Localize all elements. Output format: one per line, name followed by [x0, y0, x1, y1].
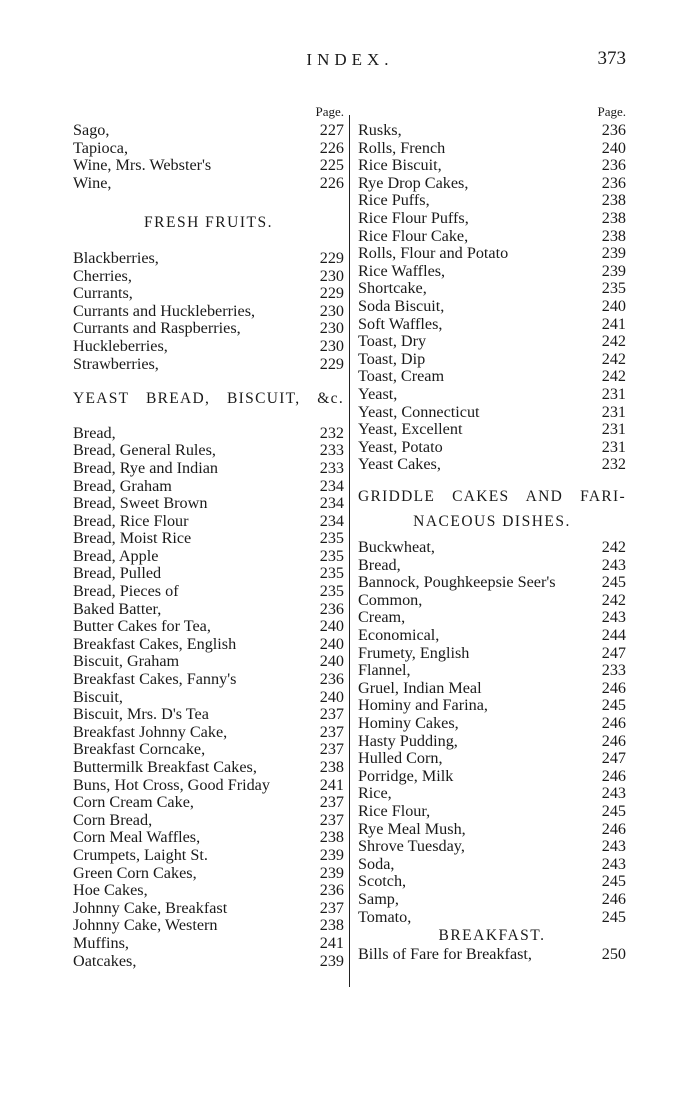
- entry-page-number: 239: [319, 863, 344, 882]
- entry-page-number: 236: [601, 121, 626, 139]
- entry-title: Currants,: [73, 284, 133, 303]
- section-heading-fresh-fruits: FRESH FRUITS.: [144, 214, 273, 232]
- entry-list: [358, 539, 626, 926]
- entry-page-number: 231: [601, 384, 626, 403]
- entry-title: Rusks,: [358, 121, 402, 139]
- entry-page-number: 242: [601, 349, 626, 368]
- index-entry: [73, 917, 344, 935]
- index-entry: [358, 627, 626, 645]
- index-entry: [73, 741, 344, 759]
- index-entry: [358, 539, 626, 557]
- index-entry: [358, 245, 626, 263]
- entry-page-number: 233: [601, 661, 626, 680]
- index-entry: [73, 338, 344, 356]
- entry-title: Rye Drop Cakes,: [358, 173, 469, 192]
- index-entry: [73, 865, 344, 883]
- entry-title: Bread, Moist Rice: [73, 529, 192, 548]
- index-entry: [358, 803, 626, 821]
- index-entry: [73, 653, 344, 671]
- entry-page-number: 246: [601, 819, 626, 838]
- index-entry: [358, 140, 626, 158]
- index-entry: [73, 513, 344, 531]
- index-entry: [73, 548, 344, 566]
- entry-title: Baked Batter,: [73, 599, 162, 618]
- entry-title: Bread, General Rules,: [73, 441, 216, 460]
- section-heading-yeast-bread: YEAST BREAD, BISCUIT, &c.: [73, 390, 344, 408]
- entry-page-number: 235: [319, 582, 344, 601]
- entry-page-number: 237: [319, 793, 344, 812]
- index-entry: [73, 794, 344, 812]
- index-entry: [73, 356, 344, 374]
- entry-page-number: 240: [601, 138, 626, 157]
- entry-page-number: 227: [319, 121, 344, 139]
- entry-page-number: 240: [319, 652, 344, 671]
- entry-page-number: 230: [319, 301, 344, 320]
- entry-title: Cherries,: [73, 266, 132, 285]
- entry-page-number: 245: [601, 801, 626, 820]
- index-entry: [73, 847, 344, 865]
- index-entry: [73, 460, 344, 478]
- index-entry: [73, 706, 344, 724]
- index-entry: [358, 368, 626, 386]
- entry-page-number: 238: [601, 226, 626, 245]
- entry-page-number: 235: [319, 529, 344, 548]
- entry-title: Strawberries,: [73, 354, 159, 373]
- index-entry: [73, 478, 344, 496]
- index-entry: [358, 263, 626, 281]
- entry-page-number: 245: [601, 907, 626, 926]
- index-entry: [358, 873, 626, 891]
- entry-list: [73, 122, 344, 192]
- entry-page-number: 231: [601, 402, 626, 421]
- entry-page-number: 245: [601, 696, 626, 715]
- entry-title: Biscuit,: [73, 687, 123, 706]
- entry-title: Rice Flour Cake,: [358, 226, 469, 245]
- entry-page-number: 229: [319, 284, 344, 303]
- entry-title: Bread, Pieces of: [73, 582, 179, 601]
- entry-page-number: 247: [601, 749, 626, 768]
- entry-page-number: 231: [601, 437, 626, 456]
- entry-title: Tapioca,: [73, 138, 129, 157]
- entry-page-number: 236: [319, 599, 344, 618]
- entry-page-number: 235: [601, 279, 626, 298]
- index-entry: [358, 697, 626, 715]
- index-entry: [73, 175, 344, 193]
- entry-title: Soda,: [358, 854, 395, 873]
- entry-page-number: 235: [319, 564, 344, 583]
- index-entry: [73, 935, 344, 953]
- entry-page-number: 234: [319, 476, 344, 495]
- entry-title: Samp,: [358, 889, 399, 908]
- index-entry: [73, 495, 344, 513]
- entry-title: Rice Flour,: [358, 801, 431, 820]
- entry-title: Rice Flour Puffs,: [358, 208, 469, 227]
- entry-page-number: 237: [319, 705, 344, 724]
- index-entry: [358, 122, 626, 140]
- entry-title: Biscuit, Graham: [73, 652, 180, 671]
- index-entry: [358, 574, 626, 592]
- entry-title: Biscuit, Mrs. D's Tea: [73, 705, 209, 724]
- entry-title: Bread,: [358, 555, 401, 574]
- column-divider: [349, 115, 350, 987]
- index-entry: [358, 856, 626, 874]
- entry-list: [358, 946, 626, 964]
- entry-page-number: 238: [319, 916, 344, 935]
- entry-title: Bread, Graham: [73, 476, 172, 495]
- entry-title: Toast, Dip: [358, 349, 426, 368]
- entry-title: Toast, Cream: [358, 367, 445, 386]
- entry-title: Rice Waffles,: [358, 261, 446, 280]
- index-entry: [73, 601, 344, 619]
- index-entry: [358, 421, 626, 439]
- index-entry: [73, 320, 344, 338]
- entry-title: Hasty Pudding,: [358, 731, 458, 750]
- index-entry: [358, 386, 626, 404]
- entry-page-number: 238: [601, 208, 626, 227]
- entry-title: Toast, Dry: [358, 332, 427, 351]
- index-entry: [358, 891, 626, 909]
- entry-page-number: 240: [319, 634, 344, 653]
- entry-title: Rice Biscuit,: [358, 156, 442, 175]
- index-entry: [358, 298, 626, 316]
- index-entry: [358, 909, 626, 927]
- entry-title: Bread, Apple: [73, 546, 159, 565]
- index-entry: [358, 609, 626, 627]
- entry-title: Currants and Raspberries,: [73, 319, 241, 338]
- index-entry: [358, 733, 626, 751]
- index-entry: [358, 785, 626, 803]
- entry-page-number: 246: [601, 766, 626, 785]
- entry-list: [358, 122, 626, 474]
- entry-page-number: 235: [319, 546, 344, 565]
- entry-title: Butter Cakes for Tea,: [73, 617, 211, 636]
- entry-page-number: 226: [319, 173, 344, 192]
- entry-page-number: 240: [319, 617, 344, 636]
- entry-title: Rolls, Flour and Potato: [358, 244, 509, 263]
- entry-page-number: 238: [319, 758, 344, 776]
- index-entry: [73, 900, 344, 918]
- entry-page-number: 246: [601, 714, 626, 732]
- index-entry: [358, 439, 626, 457]
- entry-title: Shrove Tuesday,: [358, 837, 465, 856]
- entry-title: Green Corn Cakes,: [73, 863, 197, 882]
- entry-page-number: 241: [601, 314, 626, 333]
- entry-title: Yeast, Connecticut: [358, 402, 480, 421]
- entry-title: Johnny Cake, Western: [73, 916, 218, 935]
- entry-title: Tomato,: [358, 907, 412, 926]
- entry-page-number: 240: [601, 296, 626, 315]
- index-entry: [73, 250, 344, 268]
- index-entry: [358, 192, 626, 210]
- entry-title: Buckwheat,: [358, 538, 435, 557]
- index-entry: [73, 689, 344, 707]
- entry-page-number: 242: [601, 367, 626, 386]
- entry-title: Breakfast Corncake,: [73, 740, 206, 759]
- entry-page-number: 237: [319, 740, 344, 759]
- entry-page-number: 244: [601, 626, 626, 645]
- entry-page-number: 236: [601, 156, 626, 175]
- entry-title: Yeast, Potato: [358, 437, 443, 456]
- entry-title: Soft Waffles,: [358, 314, 443, 333]
- index-entry: [358, 592, 626, 610]
- index-entry: [358, 768, 626, 786]
- entry-title: Gruel, Indian Meal: [358, 678, 482, 697]
- entry-title: Breakfast Johnny Cake,: [73, 722, 228, 741]
- entry-title: Oatcakes,: [73, 951, 137, 970]
- entry-title: Wine,: [73, 173, 112, 192]
- entry-page-number: 226: [319, 138, 344, 157]
- index-entry: [358, 821, 626, 839]
- entry-title: Buttermilk Breakfast Cakes,: [73, 758, 257, 776]
- entry-title: Sago,: [73, 121, 110, 139]
- index-entry: [358, 680, 626, 698]
- entry-page-number: 237: [319, 722, 344, 741]
- entry-page-number: 230: [319, 319, 344, 338]
- entry-page-number: 238: [319, 828, 344, 847]
- entry-title: Muffins,: [73, 933, 129, 952]
- index-entry: [358, 456, 626, 474]
- entry-title: Flannel,: [358, 661, 411, 680]
- index-entry: [73, 303, 344, 321]
- entry-page-number: 233: [319, 441, 344, 460]
- entry-page-number: 241: [319, 775, 344, 794]
- entry-title: Corn Meal Waffles,: [73, 828, 201, 847]
- index-entry: [73, 829, 344, 847]
- entry-page-number: 237: [319, 810, 344, 829]
- index-entry: [73, 759, 344, 777]
- entry-page-number: 236: [601, 173, 626, 192]
- entry-title: Rice Puffs,: [358, 191, 430, 210]
- index-entry: [358, 838, 626, 856]
- index-entry: [73, 565, 344, 583]
- entry-title: Blackberries,: [73, 248, 159, 267]
- index-entry: [73, 882, 344, 900]
- entry-page-number: 246: [601, 731, 626, 750]
- entry-title: Yeast,: [358, 384, 398, 403]
- section-heading-breakfast: BREAKFAST.: [438, 927, 546, 945]
- entry-page-number: 242: [601, 538, 626, 557]
- entry-title: Crumpets, Laight St.: [73, 845, 208, 864]
- page-number: 373: [597, 48, 626, 69]
- index-entry: [73, 442, 344, 460]
- entry-title: Breakfast Cakes, Fanny's: [73, 670, 237, 689]
- entry-title: Johnny Cake, Breakfast: [73, 898, 228, 917]
- entry-title: Bread, Sweet Brown: [73, 494, 208, 513]
- entry-title: Bread, Rye and Indian: [73, 458, 218, 477]
- entry-title: Bannock, Poughkeepsie Seer's: [358, 573, 556, 592]
- index-entry: [73, 724, 344, 742]
- entry-title: Rice,: [358, 784, 392, 803]
- entry-title: Bread, Pulled: [73, 564, 162, 583]
- index-entry: [358, 333, 626, 351]
- entry-page-number: 245: [601, 872, 626, 891]
- entry-page-number: 239: [319, 845, 344, 864]
- entry-title: Huckleberries,: [73, 336, 168, 355]
- entry-title: Economical,: [358, 626, 440, 645]
- entry-page-number: 241: [319, 933, 344, 952]
- page-column-label: Page.: [315, 104, 344, 119]
- index-entry: [73, 671, 344, 689]
- index-entry: [73, 953, 344, 971]
- index-entry: [73, 122, 344, 140]
- entry-page-number: 239: [319, 951, 344, 970]
- entry-title: Corn Bread,: [73, 810, 153, 829]
- index-entry: [358, 351, 626, 369]
- entry-title: Hominy Cakes,: [358, 714, 459, 732]
- entry-page-number: 236: [319, 670, 344, 689]
- index-entry: [73, 777, 344, 795]
- index-entry: [358, 280, 626, 298]
- entry-page-number: 250: [601, 945, 626, 964]
- entry-page-number: 233: [319, 458, 344, 477]
- entry-page-number: 239: [601, 244, 626, 263]
- entry-page-number: 243: [601, 555, 626, 574]
- index-entry: [358, 946, 626, 964]
- entry-title: Porridge, Milk: [358, 766, 454, 785]
- entry-title: Bills of Fare for Breakfast,: [358, 945, 532, 964]
- entry-title: Scotch,: [358, 872, 407, 891]
- index-entry: [358, 316, 626, 334]
- entry-page-number: 231: [601, 420, 626, 439]
- entry-title: Wine, Mrs. Webster's: [73, 156, 212, 175]
- section-heading-griddle-cakes-cont: NACEOUS DISHES.: [413, 513, 571, 531]
- entry-page-number: 234: [319, 511, 344, 530]
- entry-page-number: 246: [601, 678, 626, 697]
- entry-page-number: 245: [601, 573, 626, 592]
- entry-page-number: 246: [601, 889, 626, 908]
- entry-page-number: 239: [601, 261, 626, 280]
- index-entry: [73, 583, 344, 601]
- index-entry: [73, 140, 344, 158]
- entry-title: Hoe Cakes,: [73, 881, 148, 900]
- entry-title: Frumety, English: [358, 643, 470, 662]
- index-entry: [358, 715, 626, 733]
- entry-page-number: 247: [601, 643, 626, 662]
- index-entry: [358, 404, 626, 422]
- index-entry: [73, 812, 344, 830]
- entry-page-number: 238: [601, 191, 626, 210]
- index-entry: [358, 210, 626, 228]
- entry-title: Shortcake,: [358, 279, 427, 298]
- entry-title: Currants and Huckleberries,: [73, 301, 256, 320]
- index-entry: [73, 636, 344, 654]
- entry-page-number: 232: [601, 455, 626, 474]
- entry-title: Yeast Cakes,: [358, 455, 441, 474]
- entry-page-number: 236: [319, 881, 344, 900]
- entry-page-number: 230: [319, 266, 344, 285]
- entry-title: Hulled Corn,: [358, 749, 443, 768]
- index-entry: [73, 425, 344, 443]
- entry-title: Cream,: [358, 608, 406, 627]
- entry-title: Common,: [358, 590, 423, 609]
- index-entry: [358, 557, 626, 575]
- entry-page-number: 240: [319, 687, 344, 706]
- entry-page-number: 243: [601, 784, 626, 803]
- entry-page-number: 243: [601, 854, 626, 873]
- index-entry: [358, 157, 626, 175]
- index-entry: [73, 157, 344, 175]
- index-entry: [358, 750, 626, 768]
- right-index-column: [358, 102, 626, 964]
- entry-page-number: 230: [319, 336, 344, 355]
- entry-title: Rye Meal Mush,: [358, 819, 466, 838]
- index-title: INDEX.: [306, 50, 394, 69]
- entry-title: Corn Cream Cake,: [73, 793, 194, 812]
- page-column-label: Page.: [597, 104, 626, 119]
- entry-title: Soda Biscuit,: [358, 296, 445, 315]
- section-heading-griddle-cakes: GRIDDLE CAKES AND FARI-: [358, 487, 626, 505]
- index-entry: [358, 175, 626, 193]
- entry-list: [73, 250, 344, 373]
- index-entry: [73, 268, 344, 286]
- index-entry: [73, 285, 344, 303]
- entry-page-number: 237: [319, 898, 344, 917]
- entry-page-number: 225: [319, 156, 344, 175]
- entry-title: Hominy and Farina,: [358, 696, 488, 715]
- entry-page-number: 243: [601, 608, 626, 627]
- entry-title: Yeast, Excellent: [358, 420, 463, 439]
- index-entry: [73, 618, 344, 636]
- entry-page-number: 242: [601, 332, 626, 351]
- index-entry: [358, 228, 626, 246]
- entry-page-number: 229: [319, 354, 344, 373]
- entry-page-number: 242: [601, 590, 626, 609]
- left-index-column: [73, 102, 344, 970]
- entry-title: Buns, Hot Cross, Good Friday: [73, 775, 270, 794]
- entry-title: Rolls, French: [358, 138, 446, 157]
- entry-list: [73, 425, 344, 970]
- index-entry: [73, 530, 344, 548]
- entry-page-number: 232: [319, 423, 344, 442]
- entry-page-number: 229: [319, 248, 344, 267]
- index-entry: [358, 662, 626, 680]
- entry-title: Breakfast Cakes, English: [73, 634, 237, 653]
- entry-title: Bread,: [73, 423, 116, 442]
- entry-page-number: 243: [601, 837, 626, 856]
- entry-title: Bread, Rice Flour: [73, 511, 189, 530]
- entry-page-number: 234: [319, 494, 344, 513]
- index-entry: [358, 645, 626, 663]
